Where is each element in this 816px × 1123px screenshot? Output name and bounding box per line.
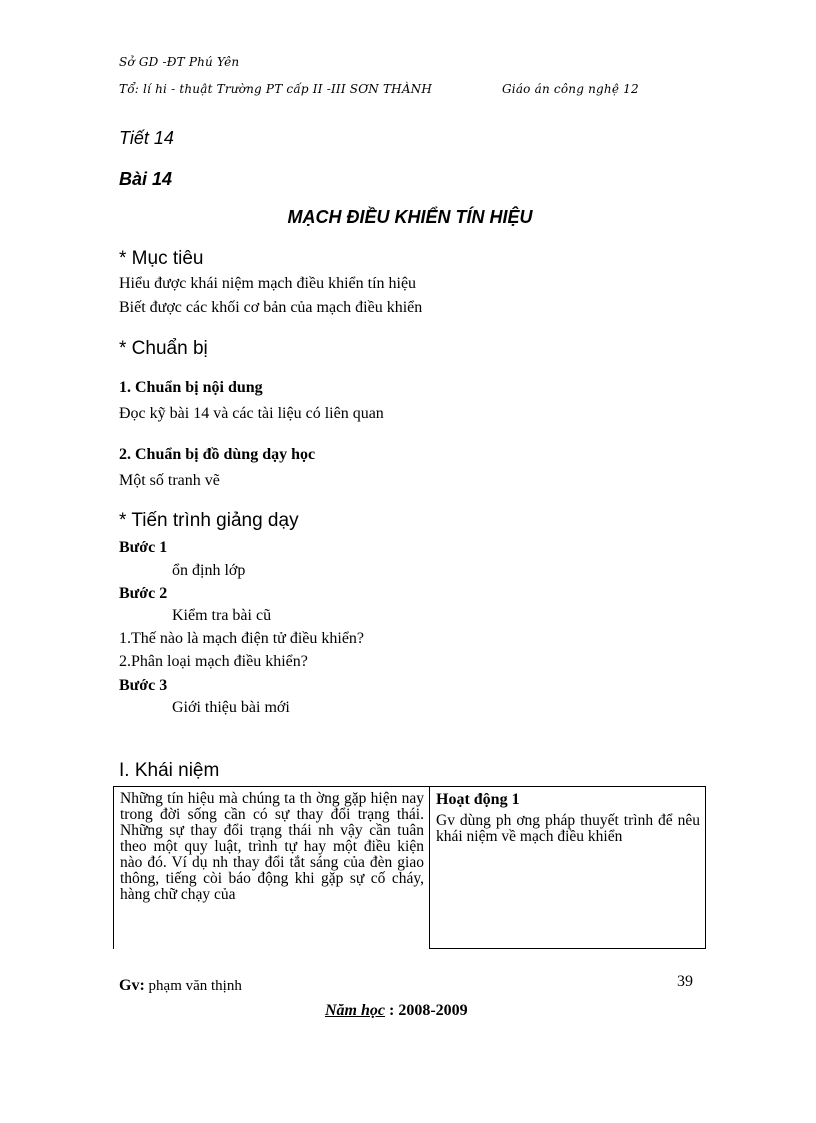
year-label: Năm học	[325, 1002, 385, 1019]
content-prep-heading: 1. Chuẩn bị nội dung	[119, 379, 263, 396]
tools-prep-text: Một số tranh vẽ	[119, 472, 220, 489]
step1-text: ổn định lớp	[172, 562, 246, 579]
lesson-period: Tiết 14	[119, 128, 174, 148]
concept-table	[113, 786, 706, 949]
section-heading: I. Khái niệm	[119, 760, 220, 781]
teacher-label: Gv:	[119, 977, 145, 994]
activity-title: Hoạt động 1	[436, 791, 520, 808]
question-2: 2.Phân loại mạch điều khiển?	[119, 653, 308, 670]
preparation-heading: * Chuẩn bị	[119, 338, 208, 359]
year-value: : 2008-2009	[385, 1002, 468, 1019]
objectives-heading: * Mục tiêu	[119, 248, 204, 269]
objective-item: Hiểu được khái niệm mạch điều khiển tín hiệu	[119, 275, 417, 292]
step3-text: Giới thiệu bài mới	[172, 699, 290, 716]
header-doc-title: Giáo án công nghệ 12	[502, 82, 639, 96]
lesson-title: MẠCH ĐIỀU KHIỂN TÍN HIỆU	[287, 207, 533, 227]
activity-cell	[430, 787, 706, 949]
content-prep-text: Đọc kỹ bài 14 và các tài liệu có liên quan	[119, 405, 384, 422]
process-heading: * Tiến trình giảng dạy	[119, 510, 299, 531]
step2-label: Bước 2	[119, 585, 168, 602]
step1-label: Bước 1	[119, 539, 168, 556]
header-school: Tổ: lí hi - thuật Trường PT cấp II -III SƠN THÀNH	[119, 82, 433, 96]
teacher-name: phạm văn thịnh	[144, 978, 242, 994]
concept-description: Những tín hiệu mà chúng ta th ờng gặp hiện nay trong đời sống cần có sự thay đổi trạng thái. Những sự thay đổi trạng thái nh vậy cần tuân theo một quy luật, trình tự hay một điều kiện nào đó. Ví dụ nh thay đổi tắt sáng của đèn giao thông, tiếng còi báo động khi gặp sự cố cháy, hàng chữ chạy của	[120, 790, 424, 903]
concept-description-cell	[114, 787, 430, 949]
tools-prep-heading: 2. Chuẩn bị đồ dùng dạy học	[119, 446, 316, 463]
activity-description: Gv dùng ph ơng pháp thuyết trình để nêu khái niệm về mạch điều khiển	[436, 812, 700, 845]
lesson-number: Bài 14	[119, 169, 173, 189]
footer-year	[325, 1002, 468, 1020]
step3-label: Bước 3	[119, 677, 168, 694]
question-1: 1.Thế nào là mạch điện tử điều khiển?	[119, 630, 365, 647]
footer-teacher	[119, 977, 242, 995]
step2-text: Kiểm tra bài cũ	[172, 607, 272, 624]
objective-item: Biết được các khối cơ bản của mạch điều khiển	[119, 299, 423, 316]
page-number: 39	[677, 973, 693, 990]
header-dept: Sở GD -ĐT Phú Yên	[119, 55, 240, 69]
